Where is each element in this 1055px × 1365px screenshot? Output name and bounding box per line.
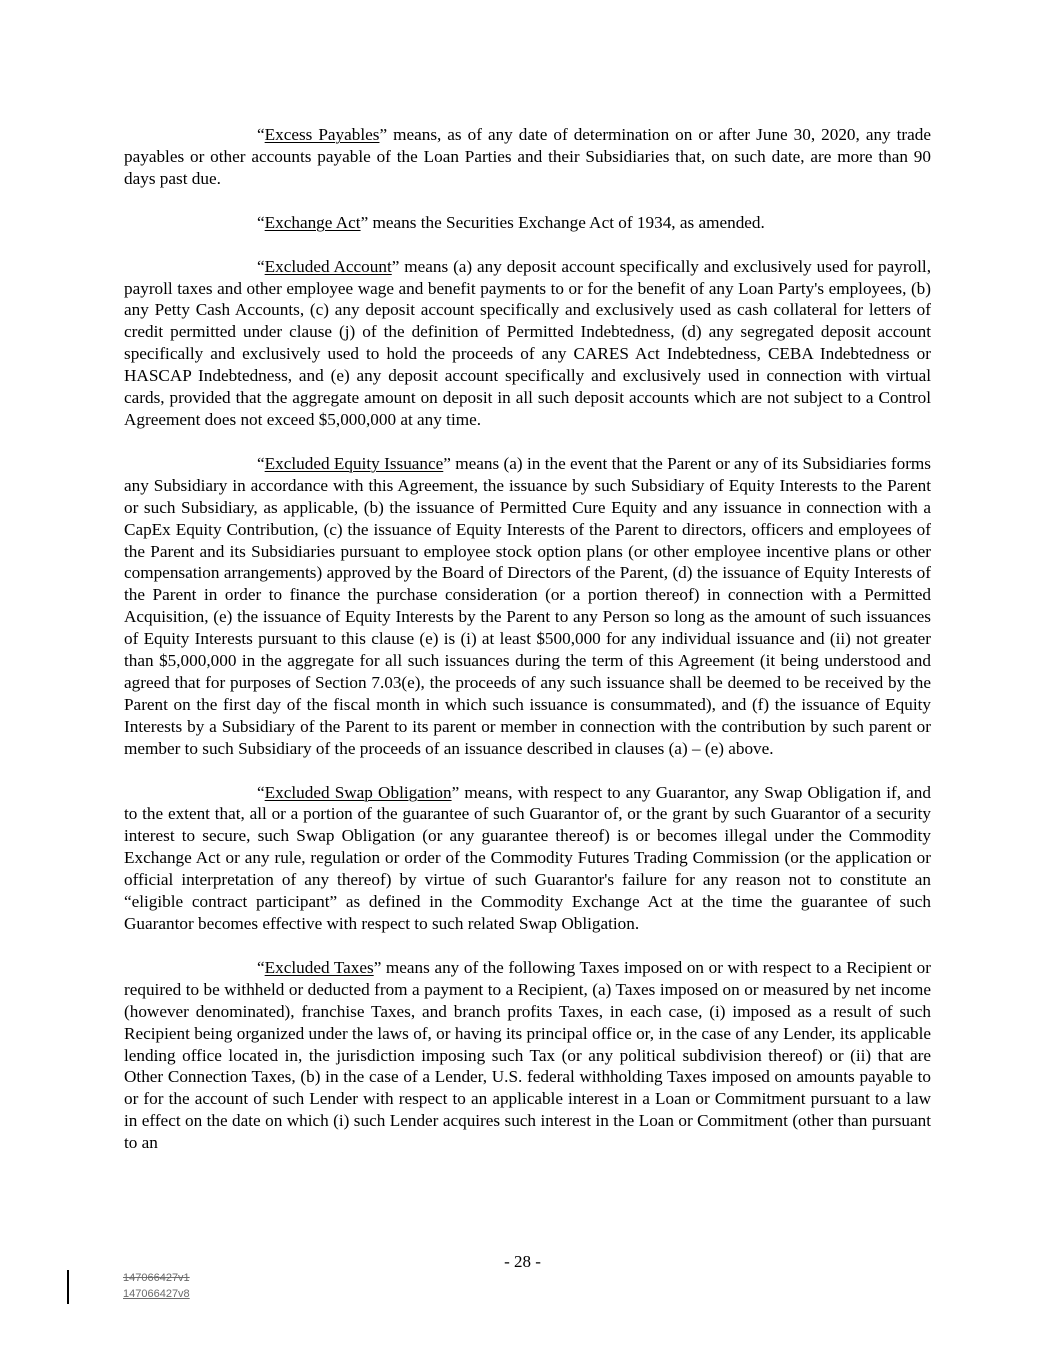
- document-id-block: [123, 1270, 190, 1302]
- page-number: - 28 -: [504, 1252, 541, 1271]
- definition-text: ” means, with respect to any Guarantor, any Swap Obligation if, and to the extent that, all or a portion of the guarantee of such Guarantor of, or the grant by such Guarantor of a security interest to secure, such Swap Obligation (or any guarantee thereof) is or becomes illegal under the Commodity Exchange Act or any rule, regulation or order of the Commodity Futures Trading Commission (or the application or official interpretation of any thereof) by virtue of such Guarantor's failure for any reason not to constitute an “eligible contract participant” as defined in the Commodity Exchange Act at the time the guarantee of such Guarantor becomes effective with respect to such related Swap Obligation.: [124, 782, 931, 933]
- definition-excluded-account: [124, 256, 931, 431]
- definition-excluded-equity-issuance: [124, 453, 931, 760]
- definition-text: ” means, as of any date of determination on or after June 30, 2020, any trade payables or other accounts payable of the Loan Parties and their Subsidiaries that, on such date, are more than 90 days past due.: [124, 125, 931, 188]
- defined-term: Excluded Equity Issuance: [264, 453, 444, 473]
- defined-term: Exchange Act: [264, 212, 361, 232]
- definition-text: ” means the Securities Exchange Act of 1934, as amended.: [360, 212, 765, 232]
- defined-term: Excess Payables: [264, 125, 380, 144]
- open-quote: “: [257, 125, 265, 144]
- revision-bar: [67, 1270, 69, 1304]
- defined-term: Excluded Account: [264, 256, 392, 276]
- open-quote: “: [257, 212, 265, 232]
- document-id-deleted: 147066427v1: [123, 1272, 190, 1284]
- definition-excluded-taxes: [124, 957, 931, 1154]
- document-body: [124, 124, 931, 1176]
- defined-term: Excluded Swap Obligation: [264, 782, 452, 802]
- definition-text: ” means (a) any deposit account specifically and exclusively used for payroll, payroll taxes and other employee wage and benefit payments to or for the benefit of any Loan Party's employees, (b) any Petty Cash Accounts, (c) any deposit account specifically and exclusively used as cash collateral for letters of credit permitted under clause (j) of the definition of Permitted Indebtedness, (d) any segregated deposit account specifically and exclusively used to hold the proceeds of any CARES Act Indebtedness, CEBA Indebtedness or HASCAP Indebtedness, and (e) any deposit account specifically and exclusively used in connection with virtual cards, provided that the aggregate amount on deposit in all such deposit accounts which are not subject to a Control Agreement does not exceed $5,000,000 at any time.: [124, 256, 931, 429]
- definition-exchange-act: [124, 212, 931, 234]
- definition-excluded-swap-obligation: [124, 782, 931, 935]
- defined-term: Excluded Taxes: [264, 957, 374, 977]
- open-quote: “: [257, 957, 265, 977]
- document-id-inserted: 147066427v8: [123, 1288, 190, 1300]
- definition-excess-payables: [124, 124, 931, 190]
- definition-text: ” means (a) in the event that the Parent or any of its Subsidiaries forms any Subsidiary in accordance with this Agreement, the issuance by such Subsidiary of Equity Interests to the Parent or such Subsidiary, as applicable, (b) the issuance of Permitted Cure Equity and any issuance in connection with a CapEx Equity Contribution, (c) the issuance of Equity Interests of the Parent to directors, officers and employees of the Parent and its Subsidiaries pursuant to employee stock option plans (or other employee incentive plans or other compensation arrangements) approved by the Board of Directors of the Parent, (d) the issuance of Equity Interests of the Parent in order to finance the purchase consideration (or a portion thereof) in connection with a Permitted Acquisition, (e) the issuance of Equity Interests by the Parent to any Person so long as the amount of such issuances of Equity Interests pursuant to this clause (e) is (i) at least $500,000 for any individual issuance and (ii) not greater than $5,000,000 in the aggregate for all such issuances during the term of this Agreement (it being understood and agreed that for purposes of Section 7.03(e), the proceeds of any such issuance shall be deemed to be received by the Parent on the first day of the fiscal month in which such issuance is consummated), and (f) the issuance of Equity Interests by a Subsidiary of the Parent to its parent or member in connection with the contribution by such parent or member to such Subsidiary of the proceeds of an issuance described in clauses (a) – (e) above.: [124, 453, 931, 758]
- open-quote: “: [257, 453, 265, 473]
- definition-text: ” means any of the following Taxes imposed on or with respect to a Recipient or required to be withheld or deducted from a payment to a Recipient, (a) Taxes imposed on or measured by net income (however denominated), franchise Taxes, and branch profits Taxes, in each case, (i) imposed as a result of such Recipient being organized under the laws of, or having its principal office or, in the case of any Lender, its applicable lending office located in, the jurisdiction imposing such Tax (or any political subdivision thereof) or (ii) that are Other Connection Taxes, (b) in the case of a Lender, U.S. federal withholding Taxes imposed on amounts payable to or for the account of such Lender with respect to an applicable interest in a Loan or Commitment pursuant to a law in effect on the date on which (i) such Lender acquires such interest in the Loan or Commitment (other than pursuant to an: [124, 957, 931, 1153]
- open-quote: “: [257, 256, 265, 276]
- open-quote: “: [257, 782, 265, 802]
